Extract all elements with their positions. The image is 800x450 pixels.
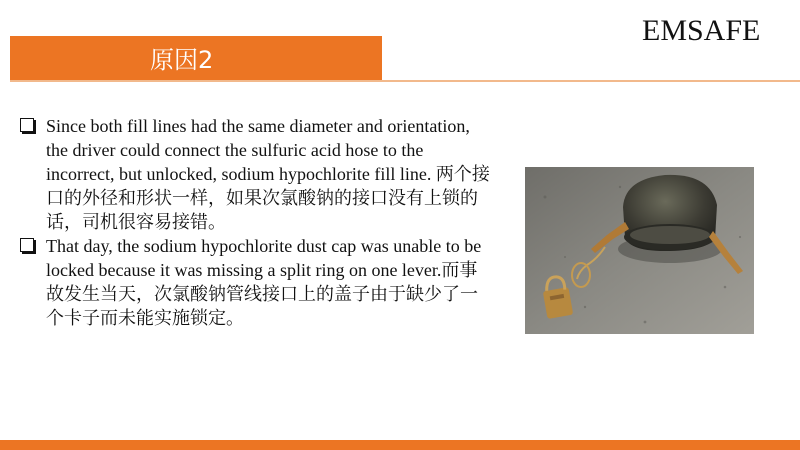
bullet-item — [20, 114, 490, 234]
bullet-item — [20, 234, 490, 330]
title-underline — [10, 80, 800, 82]
dust-cap-photo — [525, 167, 754, 334]
bullet-text: That day, the sodium hypochlorite dust cap was unable to be locked because it was missing a split ring on one lever.而事故发生当天，次氯酸钠管线接口上的盖子由于缺少了一个卡子而未能实施锁定。 — [46, 236, 482, 328]
bottom-bar — [0, 440, 800, 450]
slide-title: 原因2 — [150, 46, 214, 74]
checkbox-bullet-icon — [20, 238, 34, 252]
brand-label: EMSAFE — [642, 14, 761, 47]
bullet-list — [20, 114, 490, 330]
checkbox-bullet-icon — [20, 118, 34, 132]
bullet-text: Since both fill lines had the same diameter and orientation, the driver could connect the sulfuric acid hose to the incorrect, but unlocked, sodium hypochlorite fill line. 两个接口的外径和形状一样，如果次氯酸钠的接口没有上锁的话，司机很容易接错。 — [46, 116, 490, 232]
